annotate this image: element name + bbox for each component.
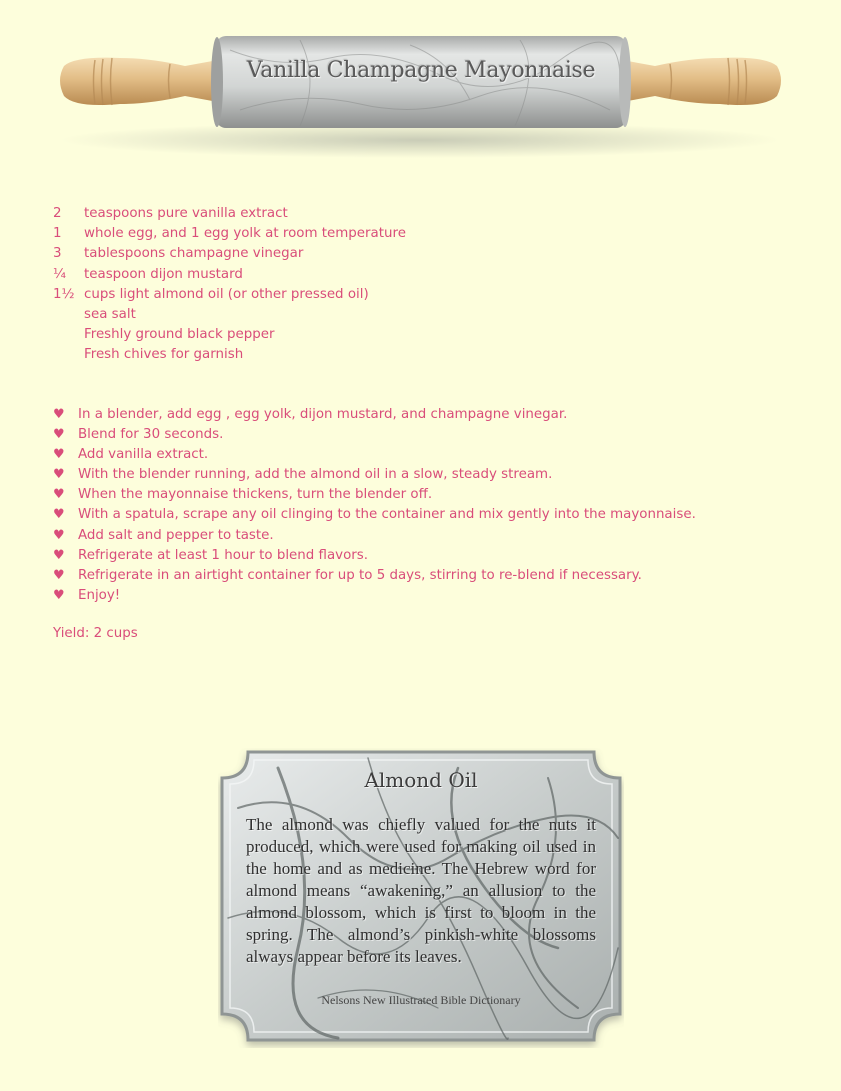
ingredients-list bbox=[53, 204, 406, 366]
ingredient-item bbox=[53, 265, 406, 285]
plaque-title: Almond Oil bbox=[364, 768, 478, 792]
instruction-step bbox=[53, 445, 696, 465]
instruction-step bbox=[53, 465, 696, 485]
instruction-step bbox=[53, 546, 696, 566]
ingredient-qty: 1 bbox=[53, 226, 62, 242]
ingredient-qty: 3 bbox=[53, 246, 62, 262]
instruction-step bbox=[53, 505, 696, 525]
heart-icon: ♥ bbox=[53, 567, 65, 583]
instruction-step bbox=[53, 485, 696, 505]
instruction-step bbox=[53, 566, 696, 586]
heart-icon: ♥ bbox=[53, 527, 65, 543]
ingredient-text: whole egg, and 1 egg yolk at room temperature bbox=[84, 226, 406, 242]
step-text: With a spatula, scrape any oil clinging to the container and mix gently into the mayonnaise. bbox=[78, 507, 696, 523]
step-text: Refrigerate at least 1 hour to blend flavors. bbox=[78, 547, 369, 563]
plaque-body: The almond was chiefly valued for the nuts it produced, which were used for making oil used in the home and as medicine. The Hebrew word for almond means “awakening,” an allusion to the almond blossom, which is first to bloom in the spring. The almond’s pinkish-white blossoms always appear before its leaves. bbox=[246, 815, 596, 966]
ingredient-text: sea salt bbox=[84, 306, 136, 322]
instruction-step bbox=[53, 586, 696, 606]
heart-icon: ♥ bbox=[53, 427, 65, 443]
step-text: Add vanilla extract. bbox=[78, 447, 209, 463]
ingredient-item bbox=[53, 305, 406, 325]
instruction-step bbox=[53, 405, 696, 425]
ingredient-text: tablespoons champagne vinegar bbox=[84, 246, 304, 262]
step-text: Blend for 30 seconds. bbox=[78, 427, 224, 443]
instructions-list bbox=[53, 405, 696, 606]
ingredient-item bbox=[53, 244, 406, 264]
step-text: Enjoy! bbox=[78, 587, 121, 603]
step-text: In a blender, add egg , egg yolk, dijon mustard, and champagne vinegar. bbox=[78, 407, 568, 422]
ingredient-item bbox=[53, 285, 406, 305]
ingredient-text: teaspoon dijon mustard bbox=[84, 266, 243, 282]
ingredient-text: teaspoons pure vanilla extract bbox=[84, 206, 288, 221]
step-text: When the mayonnaise thickens, turn the blender off. bbox=[78, 487, 433, 503]
recipe-title: Vanilla Champagne Mayonnaise bbox=[246, 58, 596, 83]
ingredient-text: Fresh chives for garnish bbox=[84, 347, 244, 363]
heart-icon: ♥ bbox=[53, 407, 65, 422]
step-text: With the blender running, add the almond oil in a slow, steady stream. bbox=[78, 467, 553, 483]
instruction-step bbox=[53, 425, 696, 445]
heart-icon: ♥ bbox=[53, 467, 65, 483]
heart-icon: ♥ bbox=[53, 487, 65, 503]
ingredient-qty: 2 bbox=[53, 206, 62, 221]
ingredient-item bbox=[53, 224, 406, 244]
recipe-yield: Yield: 2 cups bbox=[53, 626, 138, 641]
ingredient-item bbox=[53, 204, 406, 224]
ingredient-qty: 1½ bbox=[53, 286, 75, 302]
instruction-step bbox=[53, 526, 696, 546]
step-text: Refrigerate in an airtight container for up to 5 days, stirring to re-blend if necessary. bbox=[78, 567, 642, 583]
ingredient-text: cups light almond oil (or other pressed oil) bbox=[84, 286, 369, 302]
rolling-pin-icon bbox=[0, 0, 841, 180]
ingredient-item bbox=[53, 345, 406, 365]
heart-icon: ♥ bbox=[53, 587, 65, 603]
ingredient-qty: ¼ bbox=[53, 266, 66, 282]
heart-icon: ♥ bbox=[53, 447, 65, 463]
ingredient-item bbox=[53, 325, 406, 345]
ingredient-text: Freshly ground black pepper bbox=[84, 327, 275, 343]
heart-icon: ♥ bbox=[53, 547, 65, 563]
heart-icon: ♥ bbox=[53, 507, 65, 523]
step-text: Add salt and pepper to taste. bbox=[78, 527, 274, 543]
plaque-source: Nelsons New Illustrated Bible Dictionary bbox=[321, 993, 521, 1007]
